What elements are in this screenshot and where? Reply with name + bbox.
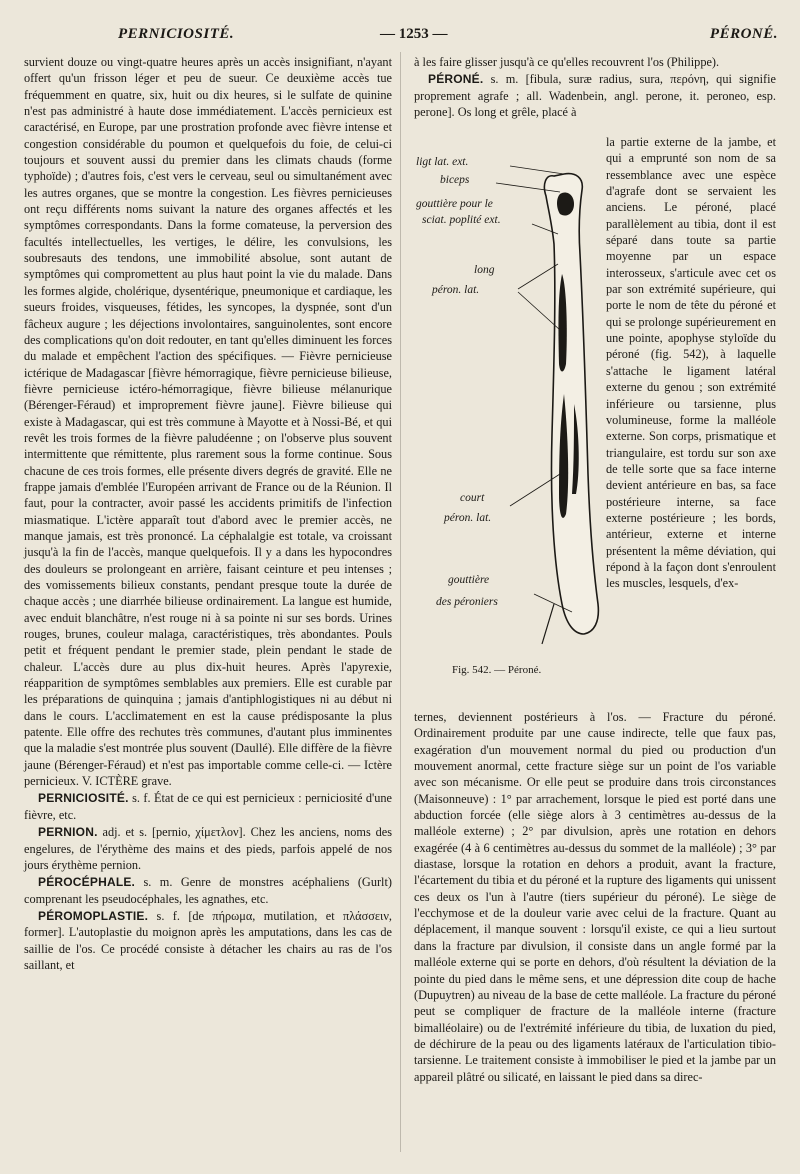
head-marking bbox=[557, 192, 574, 215]
entry-text: adj. et s. [pernio, χίμετλον]. Chez les anciens, noms des engelures, de l'érythème des mains et des pieds, parfois appelé de nos jours érythème pernion. bbox=[24, 825, 392, 872]
entry-pernion bbox=[24, 824, 392, 873]
entry-perniciosite bbox=[24, 790, 392, 823]
perone-side-body: la partie externe de la jambe, et qui a emprunté son nom de sa ressemblance avec une espèce d'agrafe dont se servaient les anciens. Le péroné, placé parallèlement au tibia, dont il est séparé dans toute sa partie moyenne par un espace interosseux, s'articule avec cet os par son extrémité supérieure, qui porte le nom de tête du péroné et qui se prolonge supérieurement en une pointe, apophyse styloïde du péroné (fig. 542), à laquelle s'attache le ligament latéral externe du genou ; son extrémité inférieure ou tarsienne, plus volumineuse, forme la malléole externe. Son corps, prismatique et triangulaire, est tordu sur son axe de telle sorte que sa face interne devient antérieure en bas, sa face postérieure interne, sa face externe postérieure ; les bords, antérieur, externe et interne présentent la même déviation, qui répond à la façon dont s'enroulent les muscles, lesquels, d'ex- bbox=[606, 135, 776, 591]
label-peron-lat-court: péron. lat. bbox=[444, 512, 492, 524]
header-left-term: PERNICIOSITÉ. bbox=[118, 26, 235, 42]
headword: PÉROMOPLASTIE. bbox=[38, 908, 149, 923]
label-biceps: biceps bbox=[440, 174, 470, 186]
headword: PERNICIOSITÉ. bbox=[38, 791, 129, 806]
right-column-top bbox=[414, 54, 776, 120]
perone-fracture-text: ternes, deviennent postérieurs à l'os. — Fracture du péroné. Ordinairement produite par une cause indirecte, telle que faux pas, exagération d'un mouvement normal du pied ou production d'un mouvement anormal, cette fracture siège sur un point de l'os variable avec son mécanisme. Or elle peut se produire dans trois circonstances (Maisonneuve) : 1° par arrachement, lorsque le pied est porté dans une abduction forcée (elle siège alors à 3 centimètres au-dessus de la malléole externe) ; 2° par divulsion, après une rotation en dehors exagérée (4 à 6 centimètres au-dessus du sommet de la malléole) ; 3° par diastase, lorsque la rotation en dehors a produit, avant la fracture, l'écartement du tibia et du péroné et la rupture des ligaments qui unissent ces deux os l'un à l'autre (tiers supérieur du péroné). Le siège de l'ecchymose et de la douleur varie avec celui de la fracture. Quant au déplacement, il manque souvent : lorsqu'il existe, ce qui a lieu surtout dans la fracture par divulsion, il consiste dans un angle formé par la malléole externe qui se porte en dehors, d'où résultent la déviation de la pointe du pied dans le même sens, et une dépression dite coup de hache (Dupuytren) au niveau de la base de cette malléole. La fracture du péroné peut se compliquer de fracture de la malléole interne (fracture bimalléolaire) ou de l'extrémité inférieure du tibia, de luxation du pied, de déchirure de la peau ou des ligaments latéraux de l'articulation tibio-tarsienne. Le traitement consiste à immobiliser le pied et la jambe par un appareil plâtré ou silicaté, en laissant le pied dans sa direc- bbox=[414, 710, 776, 1084]
paragraph-pernicieuse: survient douze ou vingt-quatre heures après un accès insignifiant, n'ayant offert qu'un frisson léger et peu de sueur. Ce deuxième accès tue fréquemment en quatre, six, huit ou dix heures, si le sulfate de quinine n'est pas administré à haute dose immédiatement. L'accès pernicieux est caractérisé, en Europe, par une prostration profonde avec fièvre intense et congestion considérable du poumon et quelquefois du foie, de celui-ci toujours et souvent aussi du premier dans les climats chauds (forme typhoïde) ; d'autres fois, c'est vers le cerveau, seul ou simultanément avec les autres organes, que se montre la congestion. Les fièvres pernicieuses ont reçu différents noms suivant la nature des organes affectés et les symptômes correspondants. Dans la forme comateuse, la perversion des facultés intellectuelles, les vertiges, le délire, les convulsions, les soubresauts des tendons, une immobilité absolue, sont autant de symptômes qui compromettent au plus haut point la vie du malade. Dans les formes algide, cholérique, dysentérique, pneumonique et cardiaque, les sueurs froides, visqueuses, fétides, les syncopes, la dyspnée, sont d'un fâcheux augure ; les déjections involontaires, sanguinolentes, sont encore des complications qu'on doit redouter, en tant qu'elles diminuent les forces du malade et empêchent l'action des spécifiques. — Fièvre pernicieuse ictérique de Madagascar [fièvre hémorragique, fièvre pernicieuse bilieuse, fièvre pernicieuse ictéro-hémorragique, fièvre bilieuse mélanurique (Bérenger-Féraud) et improprement fièvre jaune]. Fièvre bilieuse qui existe à Madagascar, qui est très commune à Mayotte et à Nossi-Bé, et qui revêt les trois formes de la fièvre paludéenne ; on l'observe plus souvent intermittente que rémittente, plus rarement sous la forme continue. Sous chacune de ces trois formes, elle présente divers degrés de gravité. Elle ne frappe jamais d'emblée l'Européen arrivant de France ou de la Réunion. Il faut, pour la contracter, avoir passé les accidents primitifs de l'infection miasmatique. L'ictère apparaît tout d'abord avec le premier accès, ne manque jamais, est très prononcé. La céphalalgie est totale, va croissant jusqu'à la fin de l'accès, manque quelquefois. Il y a dans les hypocondres des douleurs se prolongeant en arrière, faisant ceinture et peu intenses ; des vomissements bilieux constants, pendant presque toute la durée de chaque accès ; une diarrhée bilieuse ordinairement. La langue est humide, avec enduit blanchâtre, n'est rouge ni à sa pointe ni sur ses bords. Urines rouges, brunes, couleur malaga, caractéristiques, très abondantes. Pouls petit et fréquent pendant le premier stade, plein pendant le stade de chaleur. L'accès dure au plus dix-huit heures. Après l'apyrexie, réapparition de symptômes semblables aux premiers. Elle est curable par les préparations de quinquina ; jamais d'antiphlogistiques ni au début ni dans le cours. L'acclimatement en est la cause prédisposante la plus patente. Elle offre des rechutes très communes, d'autant plus imminentes que la maladie s'est montrée plus souvent (Daullé). Elle diffère de la fièvre jaune (Bérenger-Féraud) et n'est pas importable comme celle-ci. — Ictère pernicieux. V. ICTÈRE grave. bbox=[24, 55, 392, 789]
page-header bbox=[118, 20, 778, 48]
lower-pointer bbox=[542, 604, 554, 644]
label-court: court bbox=[460, 492, 485, 504]
label-lig-lat-ext: ligt lat. ext. bbox=[416, 156, 469, 168]
leader-line bbox=[518, 264, 558, 289]
page-number: — 1253 — bbox=[380, 26, 448, 42]
bone-outline bbox=[544, 174, 598, 634]
headword: PÉRONÉ. bbox=[428, 72, 484, 87]
fibula-figure bbox=[414, 134, 604, 679]
leader-line bbox=[510, 166, 564, 174]
entry-perone bbox=[414, 71, 776, 120]
headword: PERNION. bbox=[38, 825, 98, 840]
leader-line bbox=[518, 292, 560, 330]
entry-text: s. f. [de πήρωμα, mutilation, et πλάσσειν, former]. L'autoplastie du moignon après les amputations, dans les cas de saillie de l'os. Ce procédé consiste à détacher les chairs au ras de l'os saillant, et bbox=[24, 908, 392, 972]
peromoplastie-continuation: à les faire glisser jusqu'à ce qu'elles recouvrent l'os (Philippe). bbox=[414, 55, 720, 69]
figure-caption: Fig. 542. — Péroné. bbox=[452, 664, 542, 676]
entry-text: s. m. Genre de monstres acéphaliens (Gurlt) comprenant les pseudocéphales, les agnathes, etc. bbox=[24, 875, 392, 906]
label-des-peroniers: des péroniers bbox=[436, 596, 498, 608]
label-sciat-poplite: sciat. poplité ext. bbox=[422, 214, 501, 226]
entry-text: s. m. [fibula, suræ radius, sura, περόνη, qui signifie proprement agrafe ; all. Wadenbein, angl. perone, it. peroneo, esp. perone]. Os long et grêle, placé à bbox=[414, 72, 776, 120]
label-gouttiere-sciat: gouttière pour le bbox=[416, 198, 493, 210]
left-column bbox=[24, 54, 392, 973]
right-column-bottom bbox=[414, 709, 776, 1085]
label-gouttiere-peroniers: gouttière bbox=[448, 574, 490, 586]
entry-peromoplastie bbox=[24, 908, 392, 973]
column-divider bbox=[400, 52, 401, 1152]
header-right-term: PÉRONÉ. bbox=[709, 26, 778, 42]
entry-text: s. f. État de ce qui est pernicieux : perniciosité d'une fièvre, etc. bbox=[24, 791, 392, 822]
label-peron-lat-long: péron. lat. bbox=[432, 284, 480, 296]
headword: PÉROCÉPHALE. bbox=[38, 875, 136, 890]
entry-perocephale bbox=[24, 874, 392, 907]
label-long: long bbox=[474, 264, 495, 276]
perone-side-text bbox=[606, 134, 776, 592]
